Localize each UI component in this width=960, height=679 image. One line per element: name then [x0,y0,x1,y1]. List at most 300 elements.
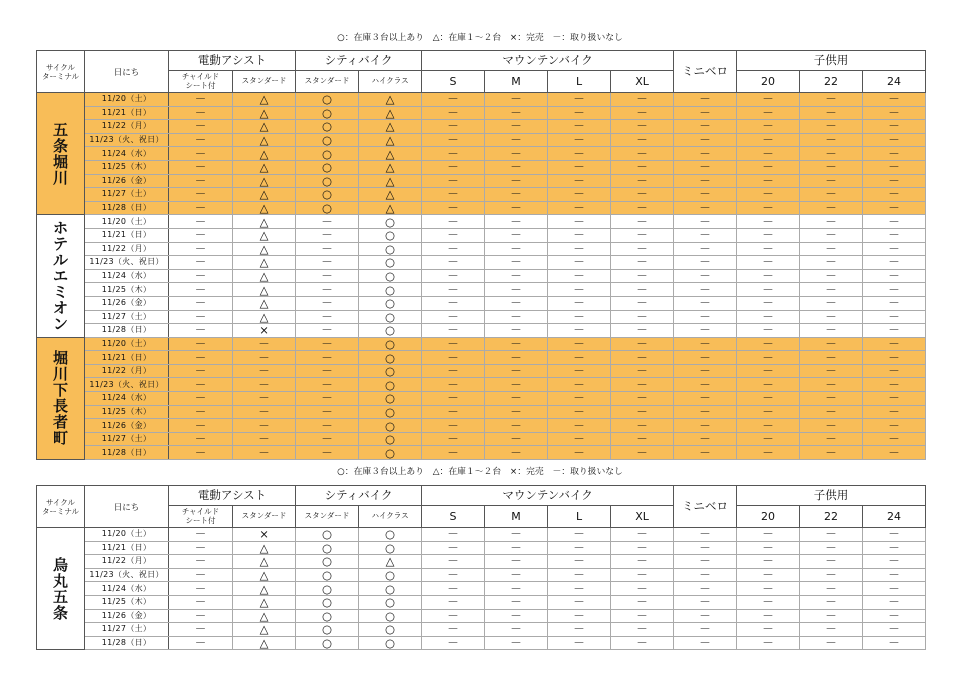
availability-legend: ○：在庫３台以上あり △：在庫１～２台 ×：完売 －：取り扱いなし [337,467,623,477]
availability-cell: － [611,147,674,161]
availability-cell: － [611,351,674,365]
header-group-kids: 子供用 [737,486,926,506]
availability-cell: － [863,405,926,419]
availability-cell: － [863,582,926,596]
availability-cell: － [485,256,548,270]
availability-cell: － [169,93,233,107]
date-cell: 11/25（木） [85,283,169,297]
availability-cell: － [169,378,233,392]
availability-cell: － [169,133,233,147]
availability-cell: － [737,432,800,446]
terminal-cell [37,528,85,650]
availability-cell: ○ [296,93,359,107]
availability-cell: － [422,310,485,324]
availability-cell: ○ [359,568,422,582]
availability-cell: － [611,310,674,324]
date-cell: 11/23（火、祝日） [85,256,169,270]
availability-cell: － [169,106,233,120]
date-cell: 11/22（月） [85,242,169,256]
availability-cell: ○ [359,582,422,596]
date-cell: 11/27（土） [85,188,169,202]
header-group-city-bike: シティバイク [296,51,422,71]
availability-cell: － [548,432,611,446]
header-sub-mountain-bike-0: S [422,71,485,93]
date-cell: 11/27（土） [85,623,169,637]
availability-cell: － [422,147,485,161]
availability-cell: △ [359,133,422,147]
availability-cell: － [674,541,737,555]
availability-cell: － [863,133,926,147]
availability-cell: － [611,174,674,188]
availability-cell: － [548,528,611,542]
availability-cell: － [863,392,926,406]
availability-cell: － [800,283,863,297]
availability-cell: － [548,242,611,256]
availability-cell: － [548,364,611,378]
availability-cell: － [296,228,359,242]
availability-cell: － [485,120,548,134]
date-cell: 11/26（金） [85,174,169,188]
availability-cell: － [485,228,548,242]
table-row [37,242,926,256]
availability-cell: － [800,392,863,406]
availability-cell: － [548,93,611,107]
availability-cell: － [485,555,548,569]
availability-cell: － [737,120,800,134]
availability-cell: － [169,351,233,365]
availability-cell: ○ [296,609,359,623]
terminal-cell [37,93,85,215]
availability-cell: △ [359,174,422,188]
table-row [37,215,926,229]
availability-cell: － [611,636,674,650]
table-row [37,147,926,161]
availability-cell: △ [233,256,296,270]
availability-cell: － [800,215,863,229]
availability-cell: － [485,392,548,406]
availability-cell: － [800,242,863,256]
availability-cell: － [485,351,548,365]
availability-cell: － [674,160,737,174]
table-row [37,256,926,270]
availability-cell: △ [233,215,296,229]
availability-cell: － [674,568,737,582]
table-row [37,201,926,215]
availability-cell: － [422,636,485,650]
availability-cell: － [169,541,233,555]
availability-cell: ○ [296,201,359,215]
availability-cell: × [233,324,296,338]
availability-cell: － [674,269,737,283]
availability-cell: － [548,133,611,147]
availability-cell: － [674,296,737,310]
availability-cell: － [548,201,611,215]
header-group-mini-velo: ミニベロ [674,486,737,528]
availability-cell: － [169,623,233,637]
availability-cell: － [485,623,548,637]
availability-cell: － [296,378,359,392]
availability-cell: － [674,364,737,378]
availability-cell: － [863,160,926,174]
date-cell: 11/28（日） [85,324,169,338]
availability-cell: － [422,609,485,623]
date-cell: 11/21（日） [85,541,169,555]
availability-cell: ○ [296,541,359,555]
header-row-groups [37,51,926,71]
availability-cell: － [611,364,674,378]
availability-cell: － [233,378,296,392]
availability-cell: － [737,106,800,120]
availability-cell: － [863,324,926,338]
header-group-mini-velo: ミニベロ [674,51,737,93]
header-sub-e-assist-1: スタンダード [233,506,296,528]
availability-cell: － [548,283,611,297]
header-terminal: サイクル ターミナル [37,51,85,93]
availability-cell: － [674,351,737,365]
availability-cell: ○ [359,636,422,650]
availability-cell: － [548,215,611,229]
availability-cell: △ [233,283,296,297]
availability-cell: － [611,296,674,310]
terminal-name: 烏丸五条 [52,555,68,622]
availability-cell: － [674,174,737,188]
availability-cell: － [737,364,800,378]
availability-cell: － [611,283,674,297]
availability-cell: － [422,160,485,174]
availability-cell: － [674,242,737,256]
availability-cell: － [863,188,926,202]
availability-cell: ○ [359,446,422,460]
availability-cell: ○ [296,160,359,174]
table-row [37,432,926,446]
availability-cell: － [485,432,548,446]
availability-cell: △ [233,582,296,596]
availability-cell: － [548,568,611,582]
date-cell: 11/26（金） [85,609,169,623]
date-cell: 11/20（土） [85,215,169,229]
header-sub-mountain-bike-1: M [485,506,548,528]
availability-cell: － [611,133,674,147]
availability-cell: － [611,609,674,623]
availability-cell: － [422,120,485,134]
availability-cell: ○ [296,595,359,609]
availability-cell: － [169,432,233,446]
date-cell: 11/22（月） [85,364,169,378]
availability-cell: △ [233,296,296,310]
availability-cell: － [800,147,863,161]
date-cell: 11/25（木） [85,405,169,419]
availability-cell: － [296,419,359,433]
availability-cell: － [169,568,233,582]
availability-cell: － [233,337,296,351]
availability-cell: － [674,228,737,242]
availability-cell: － [863,378,926,392]
availability-legend: ○：在庫３台以上あり △：在庫１～２台 ×：完売 －：取り扱いなし [337,33,623,43]
availability-cell: － [233,419,296,433]
availability-cell: － [422,392,485,406]
availability-cell: ○ [359,378,422,392]
availability-cell: － [674,283,737,297]
availability-cell: － [674,432,737,446]
availability-cell: ○ [359,623,422,637]
availability-cell: △ [233,174,296,188]
availability-cell: △ [359,160,422,174]
availability-cell: － [296,432,359,446]
availability-cell: － [422,133,485,147]
availability-cell: ○ [359,242,422,256]
header-terminal: サイクル ターミナル [37,486,85,528]
availability-cell: － [611,242,674,256]
availability-cell: － [800,446,863,460]
availability-cell: － [296,405,359,419]
availability-cell: － [611,201,674,215]
table-row [37,623,926,637]
availability-cell: － [737,541,800,555]
availability-cell: － [169,392,233,406]
availability-cell: － [548,296,611,310]
availability-cell: － [233,392,296,406]
availability-cell: － [863,120,926,134]
availability-cell: － [674,446,737,460]
availability-cell: － [863,106,926,120]
availability-cell: － [485,133,548,147]
availability-cell: － [611,188,674,202]
availability-cell: △ [233,595,296,609]
availability-cell: － [485,419,548,433]
availability-cell: － [800,160,863,174]
availability-cell: － [169,582,233,596]
availability-cell: － [548,405,611,419]
availability-cell: － [737,392,800,406]
availability-cell: △ [233,269,296,283]
availability-cell: － [422,283,485,297]
availability-cell: － [611,541,674,555]
availability-cell: － [296,310,359,324]
availability-cell: － [737,174,800,188]
availability-cell: △ [359,188,422,202]
availability-cell: － [233,364,296,378]
availability-cell: － [737,595,800,609]
availability-cell: － [674,133,737,147]
availability-cell: － [800,337,863,351]
availability-cell: － [422,188,485,202]
date-cell: 11/27（土） [85,310,169,324]
availability-cell: － [296,215,359,229]
date-cell: 11/28（日） [85,201,169,215]
availability-cell: － [169,269,233,283]
availability-cell: △ [233,160,296,174]
availability-cell: － [169,446,233,460]
availability-cell: － [296,337,359,351]
availability-cell: － [611,405,674,419]
availability-cell: － [548,147,611,161]
date-cell: 11/21（日） [85,106,169,120]
availability-table-section-2 [36,485,926,650]
availability-cell: － [422,541,485,555]
availability-cell: △ [233,201,296,215]
availability-cell: ○ [296,133,359,147]
availability-cell: － [611,106,674,120]
availability-cell: － [422,405,485,419]
availability-cell: － [863,623,926,637]
availability-cell: － [548,609,611,623]
availability-cell: － [863,215,926,229]
availability-cell: － [611,528,674,542]
availability-cell: － [674,106,737,120]
availability-cell: － [611,256,674,270]
table-row [37,324,926,338]
table-row [37,555,926,569]
availability-cell: － [169,609,233,623]
availability-cell: － [863,269,926,283]
availability-cell: － [485,188,548,202]
availability-cell: ○ [359,228,422,242]
availability-cell: － [674,201,737,215]
date-cell: 11/24（水） [85,392,169,406]
table-row [37,392,926,406]
date-cell: 11/23（火、祝日） [85,133,169,147]
table-row [37,595,926,609]
availability-cell: － [169,160,233,174]
header-row-subs [37,71,926,93]
date-cell: 11/24（水） [85,582,169,596]
availability-cell: － [863,174,926,188]
date-cell: 11/22（月） [85,120,169,134]
availability-cell: － [674,609,737,623]
header-sub-e-assist-0: チャイルド シート付 [169,71,233,93]
availability-cell: － [296,392,359,406]
availability-cell: － [737,228,800,242]
availability-cell: － [611,337,674,351]
availability-cell: － [548,392,611,406]
availability-cell: △ [233,106,296,120]
availability-cell: － [674,378,737,392]
availability-cell: － [485,174,548,188]
availability-cell: － [548,120,611,134]
availability-cell: － [233,351,296,365]
date-cell: 11/25（木） [85,160,169,174]
availability-cell: － [674,555,737,569]
date-cell: 11/25（木） [85,595,169,609]
availability-cell: － [737,419,800,433]
table-row [37,106,926,120]
availability-cell: － [737,256,800,270]
table-row [37,568,926,582]
availability-cell: － [548,337,611,351]
availability-cell: － [800,324,863,338]
header-sub-kids-1: 22 [800,71,863,93]
date-cell: 11/28（日） [85,636,169,650]
availability-cell: － [800,188,863,202]
availability-cell: － [422,106,485,120]
availability-cell: － [800,378,863,392]
availability-cell: － [737,201,800,215]
availability-cell: － [737,310,800,324]
availability-cell: － [485,215,548,229]
availability-cell: － [548,636,611,650]
availability-cell: － [800,296,863,310]
availability-cell: － [800,269,863,283]
availability-cell: － [296,364,359,378]
availability-cell: － [800,595,863,609]
availability-cell: － [485,337,548,351]
availability-cell: － [611,555,674,569]
availability-cell: △ [233,93,296,107]
availability-table [36,485,926,650]
availability-cell: － [737,446,800,460]
availability-cell: － [800,106,863,120]
availability-cell: － [674,405,737,419]
availability-cell: － [863,446,926,460]
availability-cell: △ [233,228,296,242]
availability-cell: ○ [296,528,359,542]
availability-cell: － [485,378,548,392]
availability-cell: － [422,419,485,433]
availability-cell: ○ [359,256,422,270]
availability-cell: － [611,228,674,242]
availability-cell: － [800,432,863,446]
availability-cell: ○ [359,595,422,609]
table-row [37,378,926,392]
availability-cell: － [233,446,296,460]
date-cell: 11/20（土） [85,337,169,351]
table-row [37,269,926,283]
availability-cell: △ [359,120,422,134]
table-row [37,582,926,596]
header-sub-kids-0: 20 [737,71,800,93]
availability-cell: － [169,296,233,310]
availability-cell: － [548,541,611,555]
header-group-e-assist: 電動アシスト [169,51,296,71]
availability-cell: － [296,324,359,338]
availability-cell: － [611,160,674,174]
availability-cell: － [485,201,548,215]
availability-cell: － [422,595,485,609]
availability-cell: － [169,310,233,324]
date-cell: 11/27（土） [85,432,169,446]
availability-cell: － [169,555,233,569]
availability-cell: － [737,636,800,650]
header-group-city-bike: シティバイク [296,486,422,506]
table-header [37,51,926,93]
table-row [37,228,926,242]
terminal-name: 堀川下長者町 [52,349,68,448]
table-body [37,93,926,460]
table-row [37,351,926,365]
header-sub-e-assist-0: チャイルド シート付 [169,506,233,528]
availability-cell: △ [359,555,422,569]
availability-cell: － [296,256,359,270]
availability-cell: － [611,269,674,283]
terminal-cell [37,337,85,459]
availability-cell: － [674,595,737,609]
availability-cell: － [863,296,926,310]
availability-cell: － [737,555,800,569]
availability-cell: － [800,555,863,569]
availability-cell: ○ [296,147,359,161]
availability-cell: － [485,405,548,419]
availability-cell: － [548,351,611,365]
availability-cell: － [485,269,548,283]
availability-cell: － [422,528,485,542]
availability-cell: － [674,582,737,596]
availability-cell: ○ [296,188,359,202]
availability-cell: － [485,296,548,310]
availability-cell: △ [233,133,296,147]
availability-cell: － [611,568,674,582]
availability-cell: － [674,147,737,161]
availability-cell: － [296,446,359,460]
